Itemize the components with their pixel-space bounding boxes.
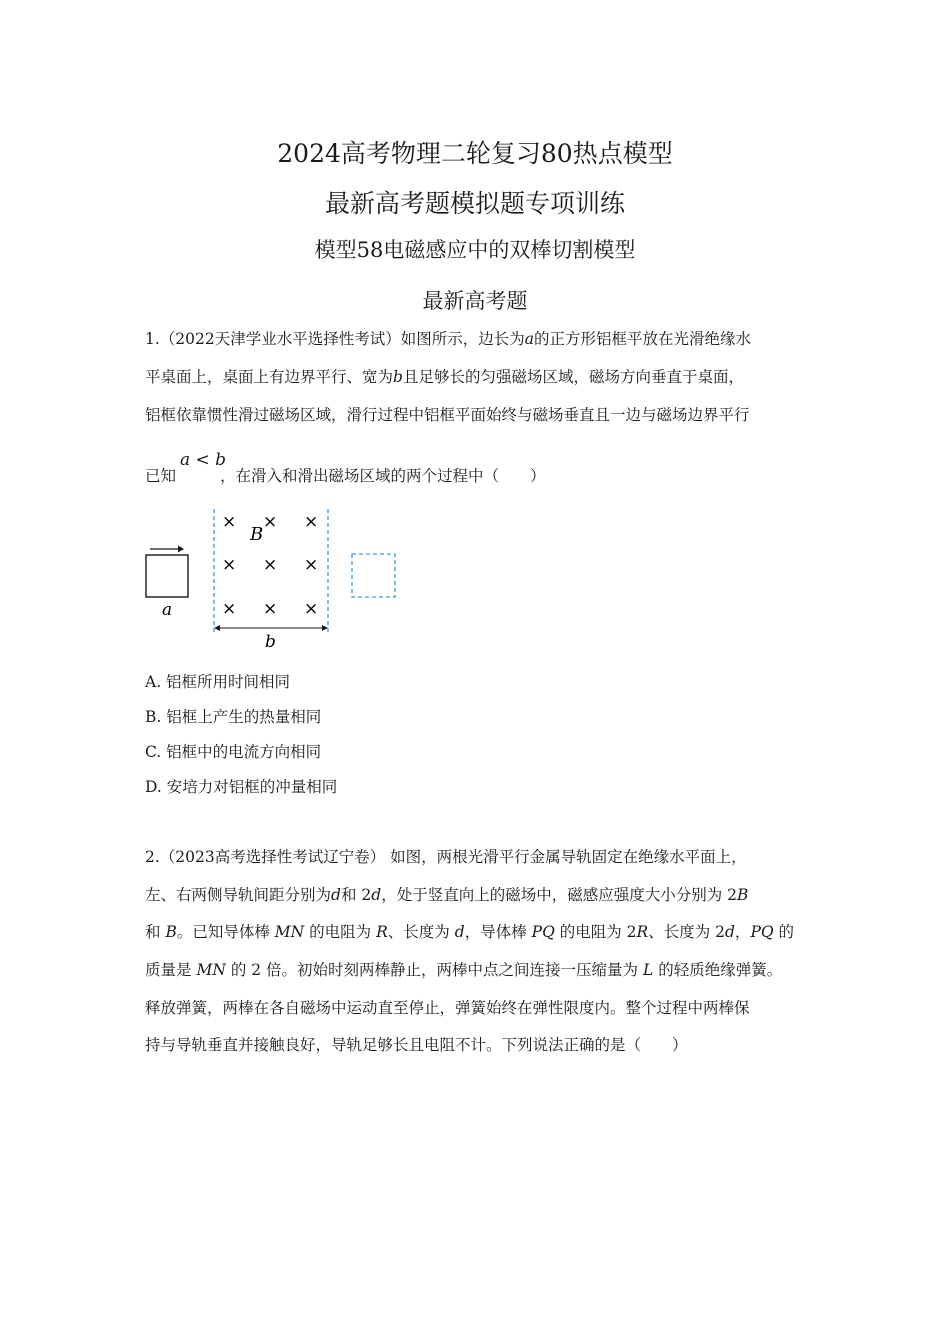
q2-text: 和 [145, 923, 161, 941]
q1-line-1 [145, 327, 751, 349]
q2-text: 、长度为 2 [648, 923, 725, 941]
label-a: a [162, 600, 173, 620]
field-cross: × [263, 512, 278, 532]
dimension-arrow-right [322, 625, 328, 631]
field-cross: × [222, 555, 237, 575]
label-b: b [265, 632, 276, 652]
var-MN: MN [274, 923, 305, 941]
var-d: d [331, 886, 341, 904]
q1-option-d: D. 安培力对铝框的冲量相同 [145, 778, 338, 796]
q1-option-b: B. 铝框上产生的热量相同 [145, 708, 322, 726]
aluminum-frame [146, 555, 188, 597]
var-d: d [724, 923, 735, 941]
q2-line-6: 持与导轨垂直并接触良好，导轨足够长且电阻不计。下列说法正确的是（ ） [145, 1036, 688, 1054]
field-cross: × [263, 599, 278, 619]
q2-text: 的电阻为 2 [559, 923, 637, 941]
var-b: b [393, 368, 403, 386]
field-cross: × [222, 599, 237, 619]
field-cross: × [304, 555, 319, 575]
q2-line-2 [145, 883, 748, 905]
var-B: B [165, 923, 177, 941]
q2-text: 、长度为 [387, 923, 450, 941]
q2-text: 左、右两侧导轨间距分别为 [145, 886, 332, 904]
q1-figure-svg [140, 505, 410, 655]
var-MN: MN [196, 961, 226, 979]
q2-text: 的轻质绝缘弹簧。 [658, 961, 783, 979]
field-cross: × [304, 599, 319, 619]
q1-text: 且足够长的匀强磁场区域，磁场方向垂直于桌面， [402, 368, 744, 386]
q1-option-a: A. 铝框所用时间相同 [145, 673, 291, 691]
var-PQ: PQ [750, 923, 774, 941]
q2-text: 质量是 [145, 961, 192, 979]
q2-text: 的 [778, 923, 795, 941]
q2-text: 和 2 [340, 886, 372, 904]
q1-text: 平桌面上，桌面上有边界平行、宽为 [145, 368, 394, 386]
q1-option-c: C. 铝框中的电流方向相同 [145, 743, 322, 761]
q1-text: ，在滑入和滑出磁场区域的两个过程中（ ） [220, 467, 546, 485]
title-line-2: 最新高考题模拟题专项训练 [324, 189, 625, 218]
var-d: d [454, 923, 465, 941]
var-d: d [371, 886, 382, 904]
var-L: L [642, 961, 654, 979]
section-title: 最新高考题 [422, 289, 528, 313]
var-B: B [736, 886, 749, 904]
title-line-1: 2024高考物理二轮复习80热点模型 [277, 139, 673, 168]
q2-line-4 [145, 958, 782, 980]
field-cross: × [304, 512, 319, 532]
field-cross: × [222, 512, 237, 532]
q1-line-2 [145, 365, 744, 387]
field-cross: × [263, 555, 278, 575]
q2-text: ，处于竖直向上的磁场中，磁感应强度大小分别为 2 [381, 886, 737, 904]
q1-text: 1.（2022天津学业水平选择性考试）如图所示，边长为 [145, 330, 525, 348]
q2-text: 。已知导体棒 [176, 923, 270, 941]
q1-figure [140, 505, 410, 655]
q1-line-3: 铝框依靠惯性滑过磁场区域，滑行过程中铝框平面始终与磁场垂直且一边与磁场边界平行 [145, 406, 750, 424]
var-R: R [636, 923, 649, 941]
label-B: B [250, 524, 264, 545]
var-PQ: PQ [531, 923, 555, 941]
q1-text: 已知 [145, 467, 177, 485]
q2-line-1: 2.（2023高考选择性考试辽宁卷） 如图，两根光滑平行金属导轨固定在绝缘水平面上， [145, 848, 747, 866]
title-line-3: 模型58电磁感应中的双棒切割模型 [314, 238, 636, 262]
condition-a-less-b: a < b [180, 450, 227, 470]
frame-after-exit [352, 554, 395, 597]
q2-line-5: 释放弹簧，两棒在各自磁场中运动直至停止，弹簧始终在弹性限度内。整个过程中两棒保 [145, 999, 750, 1017]
var-R: R [376, 923, 388, 941]
q1-text: 的正方形铝框平放在光滑绝缘水 [534, 330, 752, 348]
var-a: a [524, 330, 534, 348]
q2-text: 的 2 倍。初始时刻两棒静止，两棒中点之间连接一压缩量为 [230, 961, 639, 979]
q2-line-3 [145, 920, 794, 942]
dimension-arrow-left [214, 625, 220, 631]
q2-text: 的电阻为 [309, 923, 372, 941]
q2-text: ， [734, 923, 751, 941]
q2-text: ，导体棒 [464, 923, 527, 941]
arrow-head [178, 546, 184, 553]
